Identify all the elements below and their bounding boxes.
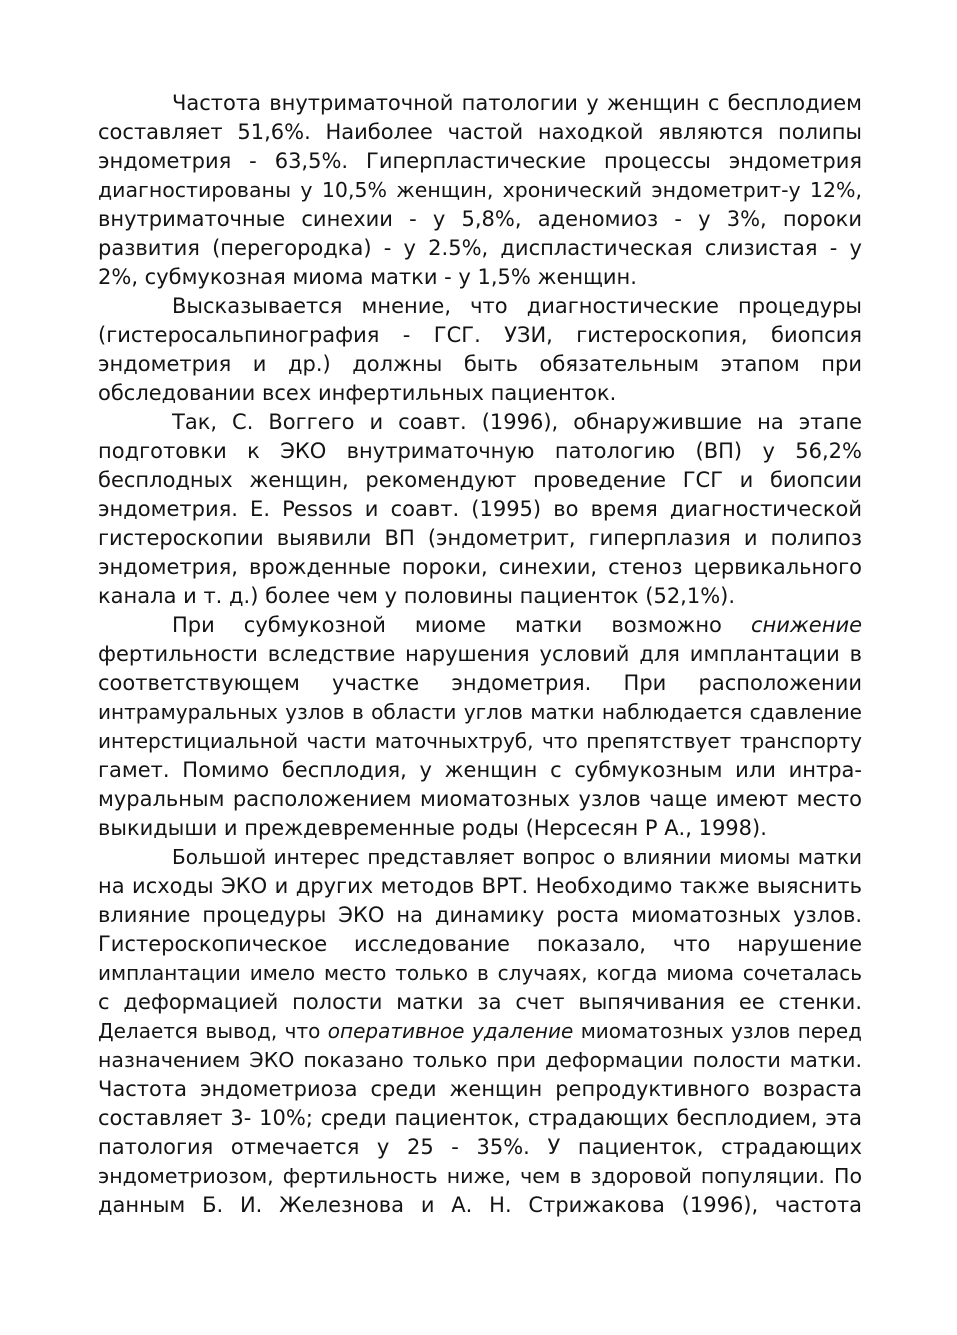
p3-line-3: бесплодных женщин, рекомендуют проведение ГСГ и биопсии	[98, 468, 862, 492]
p5-line-5: имплантации имело место только в случаях, когда миома сочеталась	[98, 961, 862, 985]
p3-line-1: Так, С. Воггего и соавт. (1996), обнаружившие на этапе	[172, 410, 862, 434]
p4-line-8: выкидыши и преждевременные роды (Нерсесян Р А., 1998).	[98, 816, 767, 840]
p3-line-4: эндометрия. Е. Pessos и соавт. (1995) во время диагностической	[98, 497, 862, 521]
p4-line-1-italic: снижение	[750, 613, 863, 637]
p2-line-4: обследовании всех инфертильных пациенток.	[98, 381, 617, 405]
p4-line-5: интерстициальной части маточныхтруб, что препятствует транспорту	[98, 729, 862, 753]
p1-line-2: составляет 51,6%. Наиболее частой находкой являются полипы	[98, 120, 862, 144]
p5-line-10: составляет 3- 10%; среди пациенток, страдающих бесплодием, эта	[98, 1106, 862, 1130]
p4-line-1-text: При субмукозной миоме матки возможно	[172, 613, 722, 637]
p2-line-2: (гистеросальпинография - ГСГ. УЗИ, гистероскопия, биопсия	[98, 323, 862, 347]
p5-line-2: на исходы ЭКО и других методов ВРТ. Необходимо также выяснить	[98, 874, 862, 898]
p1-line-7: 2%, субмукозная миома матки - у 1,5% женщин.	[98, 265, 637, 289]
p3-line-6: эндометрия, врожденные пороки, синехии, стеноз цервикального	[98, 555, 862, 579]
p4-line-3: соответствующем участке эндометрия. При расположении	[98, 671, 862, 695]
p5-line-7	[98, 1017, 862, 1046]
p5-line-7-italic: оперативное удаление	[327, 1019, 574, 1043]
p4-line-6: гамет. Помимо бесплодия, у женщин с субмукозным или интра-	[98, 758, 862, 782]
p5-line-13: данным Б. И. Железнова и А. Н. Стрижакова (1996), частота	[98, 1193, 862, 1217]
p4-line-1	[172, 611, 862, 640]
p1-line-5: внутриматочные синехии - у 5,8%, аденомиоз - у 3%, пороки	[98, 207, 862, 231]
p5-line-3: влияние процедуры ЭКО на динамику роста миоматозных узлов.	[98, 903, 862, 927]
p1-line-1: Частота внутриматочной патологии у женщин с бесплодием	[172, 91, 862, 115]
p3-line-2: подготовки к ЭКО внутриматочную патологию (ВП) у 56,2%	[98, 439, 862, 463]
p4-line-4: интрамуральных узлов в области углов матки наблюдается сдавление	[98, 700, 862, 724]
p5-line-7-tail: миоматозных узлов перед	[580, 1019, 862, 1043]
p5-line-11: патология отмечается у 25 - 35%. У пациенток, страдающих	[98, 1135, 862, 1159]
p3-line-5: гистероскопии выявили ВП (эндометрит, гиперплазия и полипоз	[98, 526, 862, 550]
p5-line-6: с деформацией полости матки за счет выпячивания ее стенки.	[98, 990, 862, 1014]
p5-line-9: Частота эндометриоза среди женщин репродуктивного возраста	[98, 1077, 862, 1101]
p1-line-4: диагностированы у 10,5% женщин, хронический эндометрит-у 12%,	[98, 178, 862, 202]
p2-line-1: Высказывается мнение, что диагностические процедуры	[172, 294, 862, 318]
p5-line-8: назначением ЭКО показано только при деформации полости матки.	[98, 1048, 862, 1072]
p1-line-3: эндометрия - 63,5%. Гиперпластические процессы эндометрия	[98, 149, 862, 173]
p4-line-2: фертильности вследствие нарушения условий для имплантации в	[98, 642, 862, 666]
p2-line-3: эндометрия и др.) должны быть обязательным этапом при	[98, 352, 862, 376]
p5-line-4: Гистероскопическое исследование показало, что нарушение	[98, 932, 862, 956]
p3-line-7: канала и т. д.) более чем у половины пациенток (52,1%).	[98, 584, 736, 608]
p4-line-7: муральным расположением миоматозных узлов чаще имеют место	[98, 787, 862, 811]
p5-line-12: эндометриозом, фертильность ниже, чем в здоровой популяции. По	[98, 1164, 862, 1188]
p1-line-6: развития (перегородка) - у 2.5%, диспластическая слизистая - у	[98, 236, 862, 260]
p5-line-1: Большой интерес представляет вопрос о влиянии миомы матки	[172, 845, 862, 869]
p5-line-7-text: Делается вывод, что	[98, 1019, 321, 1043]
